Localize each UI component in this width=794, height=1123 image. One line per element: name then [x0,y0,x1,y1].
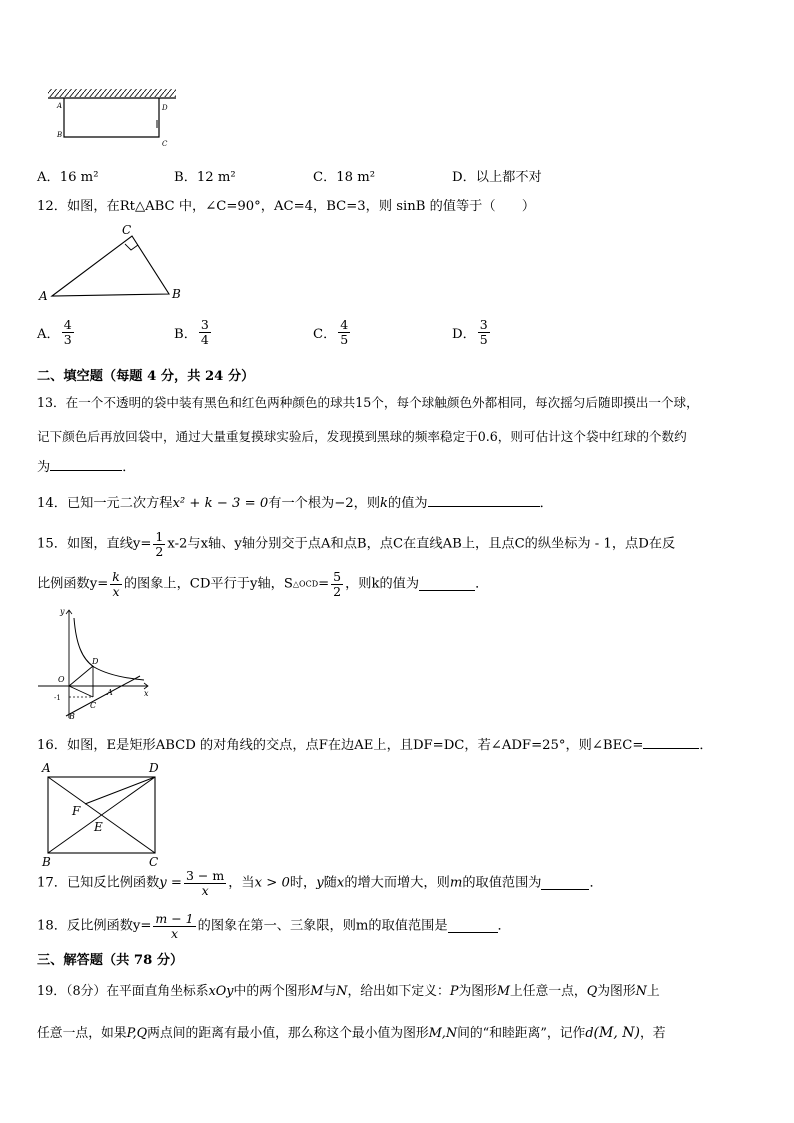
q15-graph-figure [36,604,156,722]
fraction: $\frac{3}{4}$ [200,317,209,347]
label-C: C [162,140,168,148]
answer-blank[interactable] [428,494,540,507]
fraction: $\frac{1}{2}$ [155,529,164,559]
q11-figure [44,86,180,150]
answer-blank[interactable] [419,578,475,591]
label-B: B [69,712,75,721]
label-y: y [60,607,65,616]
answer-blank[interactable] [643,736,699,749]
segment-df [85,777,155,804]
triangle [52,236,169,296]
q16-rectangle-figure [38,758,166,870]
q17-text: 17．已知反比例函数y = $\frac{3 - m}{x}$ ，当x > 0时，y随x的增大而增大，则m的取值范围为 ． [37,868,603,898]
answer-blank[interactable] [50,458,122,471]
right-angle-mark [125,244,138,250]
fraction: $\frac{4}{5}$ [340,317,349,347]
q15-line-2: 比例函数y= $\frac{k}{x}$ 的图象上，CD平行于y轴，S△OCD= $\frac{5}{2}$ ，则k的值为 ． [37,569,489,599]
fraction: $\frac{5}{2}$ [333,569,342,599]
fraction: $\frac{k}{x}$ [112,569,120,599]
label-D: D [92,657,99,666]
label-A: A [42,761,51,775]
fraction: $\frac{4}{3}$ [63,317,72,347]
q12-option-c [313,318,352,347]
q12-text: 12．如图，在Rt△ABC 中，∠C=90°，AC=4，BC=3，则 sinB 的值等于（ ） [37,199,536,214]
label-A: A [57,102,63,110]
q13-line-3: 为 ． [37,460,136,475]
label-O: O [58,675,65,684]
hyperbola [74,618,144,680]
label-A: A [107,688,113,697]
section-3-heading: 三、解答题（共 78 分） [37,953,184,968]
fence-rect [64,98,159,137]
q14-text: 14．已知一元二次方程x² + k − 3 = 0有一个根为−2，则k的值为 ． [37,496,553,511]
label-D: D [162,104,168,112]
label-F: F [72,804,81,818]
label-x: x [144,689,149,698]
q12-option-a [37,318,76,347]
label-B: B [172,287,181,301]
equation: x² + k − 3 = 0 [172,496,269,511]
label-E: E [94,820,103,834]
fraction: $\frac{3 - m}{x}$ [185,868,225,898]
q11-option-d: D．以上都不对 [452,170,542,185]
label-neg1: -1 [54,694,61,702]
option-letter: C． [313,327,337,342]
q16-text: 16．如图，E是矩形ABCD 的对角线的交点，点F在边AE上，且DF=DC，若∠ADF=25°，则∠BEC= ． [37,738,713,753]
q19-line-1: 19．（8分）在平面直角坐标系xOy中的两个图形M与N，给出如下定义：P为图形M上任意一点，Q为图形N上 [37,984,660,999]
option-letter: D． [452,327,476,342]
q12-option-d [452,318,492,347]
q13-line-1: 13．在一个不透明的袋中装有黑色和红色两种颜色的球共15个，每个球触颜色外都相同，每次摇匀后随即摸出一个球， [37,395,699,410]
answer-blank[interactable] [448,920,498,933]
q12-option-b [174,318,213,347]
label-C: C [149,855,159,869]
fraction: $\frac{m - 1}{x}$ [155,911,194,941]
label-D: D [149,761,159,775]
label-C: C [90,701,97,710]
segment-oc [69,686,93,697]
section-2-heading: 二、填空题（每题 4 分，共 24 分） [37,369,255,384]
q15-line-1: 15．如图，直线y= $\frac{1}{2}$ x-2与x轴、y轴分别交于点A和点B，点C在直线AB上，且点C的纵坐标为 - 1，点D在反 [37,529,676,559]
label-A: A [39,289,48,303]
q11-option-c: C．18 m² [313,170,376,185]
q11-option-b: B．12 m² [174,170,236,185]
answer-blank[interactable] [541,877,589,890]
segment-od [69,666,93,686]
label-B: B [42,855,51,869]
q18-text: 18．反比例函数y= $\frac{m - 1}{x}$ 的图象在第一、三象限，则m的取值范围是 ． [37,911,511,941]
label-C: C [122,223,132,237]
q11-option-a: A．16 m² [37,170,99,185]
q13-line-2: 记下颜色后再放回袋中，通过大量重复摸球实验后，发现摸到黑球的频率稳定于0.6，则可估计这个袋中红球的个数约 [37,429,687,444]
line-ab [66,676,140,716]
fraction: $\frac{3}{5}$ [479,317,488,347]
q12-triangle-figure [36,222,186,304]
label-B: B [57,131,63,139]
option-letter: A． [37,327,60,342]
option-letter: B． [174,327,197,342]
wall-hatch [48,89,176,97]
q19-line-2: 任意一点，如果P,Q两点间的距离有最小值，那么称这个最小值为图形M,N间的“和睦距离”，记作d(M, N)，若 [37,1025,666,1041]
